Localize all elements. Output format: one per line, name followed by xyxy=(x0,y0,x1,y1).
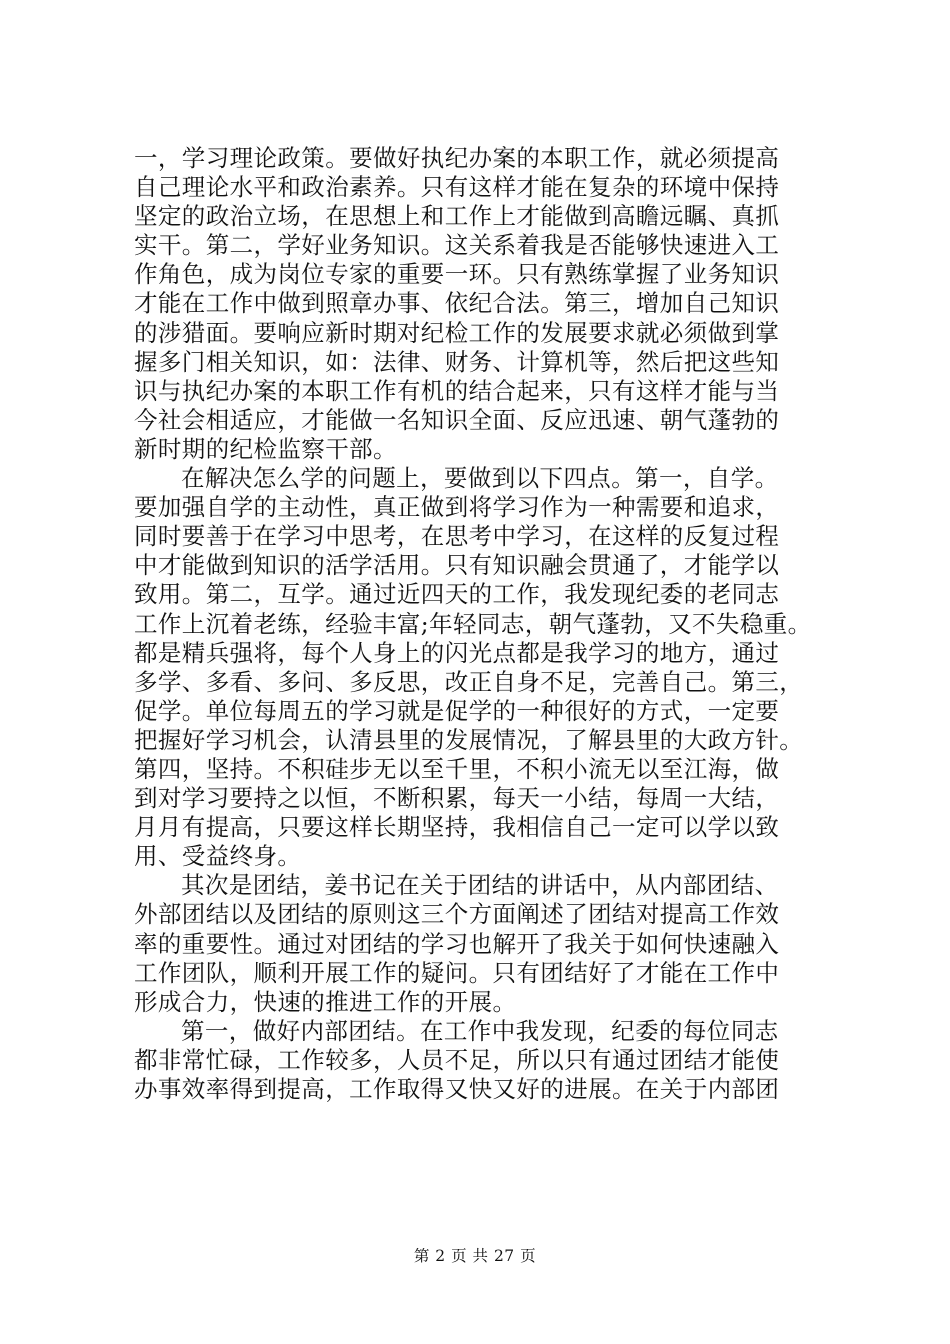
text-line: 到对学习要持之以恒，不断积累，每天一小结，每周一大结， xyxy=(134,784,780,813)
text-line: 在解决怎么学的问题上，要做到以下四点。第一，自学。 xyxy=(181,464,779,493)
text-line: 一，学习理论政策。要做好执纪办案的本职工作，就必须提高 xyxy=(134,144,780,172)
text-line: 识与执纪办案的本职工作有机的结合起来，只有这样才能与当 xyxy=(134,376,780,405)
text-line: 都非常忙碌，工作较多，人员不足，所以只有通过团结才能使 xyxy=(134,1045,780,1074)
text-line: 月月有提高，只要这样长期坚持，我相信自己一定可以学以致 xyxy=(134,813,780,842)
text-line: 自己理论水平和政治素养。只有这样才能在复杂的环境中保持 xyxy=(134,173,780,202)
text-line: 第四，坚持。不积硅步无以至千里，不积小流无以至江海，做 xyxy=(134,754,780,783)
text-line: 工作上沉着老练，经验丰富;年轻同志，朝气蓬勃，又不失稳重。 xyxy=(134,609,812,638)
text-line: 把握好学习机会，认清县里的发展情况，了解县里的大政方针。 xyxy=(134,725,804,754)
document-body xyxy=(134,144,834,1104)
text-line: 新时期的纪检监察干部。 xyxy=(134,434,397,463)
text-line: 致用。第二，互学。通过近四天的工作，我发现纪委的老同志 xyxy=(134,580,780,609)
text-line: 坚定的政治立场，在思想上和工作上才能做到高瞻远瞩、真抓 xyxy=(134,202,780,231)
text-line: 促学。单位每周五的学习就是促学的一种很好的方式，一定要 xyxy=(134,696,780,725)
text-line: 率的重要性。通过对团结的学习也解开了我关于如何快速融入 xyxy=(134,929,780,958)
text-line: 其次是团结，姜书记在关于团结的讲话中，从内部团结、 xyxy=(181,871,779,900)
text-line: 都是精兵强将，每个人身上的闪光点都是我学习的地方，通过 xyxy=(134,638,780,667)
text-line: 办事效率得到提高，工作取得又快又好的进展。在关于内部团 xyxy=(134,1075,780,1103)
text-line: 多学、多看、多问、多反思，改正自身不足，完善自己。第三， xyxy=(134,667,804,696)
text-line: 要加强自学的主动性，真正做到将学习作为一种需要和追求， xyxy=(134,493,780,522)
text-line: 握多门相关知识，如：法律、财务、计算机等，然后把这些知 xyxy=(134,347,780,376)
text-line: 才能在工作中做到照章办事、依纪合法。第三，增加自己知识 xyxy=(134,289,780,318)
text-line: 工作团队，顺利开展工作的疑问。只有团结好了才能在工作中 xyxy=(134,958,780,987)
text-line: 中才能做到知识的活学活用。只有知识融会贯通了，才能学以 xyxy=(134,551,780,580)
text-line: 第一，做好内部团结。在工作中我发现，纪委的每位同志 xyxy=(181,1016,779,1045)
text-line: 今社会相适应，才能做一名知识全面、反应迅速、朝气蓬勃的 xyxy=(134,405,780,434)
text-line: 形成合力，快速的推进工作的开展。 xyxy=(134,987,517,1016)
page-footer: 第 2 页 共 27 页 xyxy=(413,1247,537,1265)
text-line: 用、受益终身。 xyxy=(134,842,302,871)
text-line: 实干。第二，学好业务知识。这关系着我是否能够快速进入工 xyxy=(134,231,780,260)
text-line: 作角色，成为岗位专家的重要一环。只有熟练掌握了业务知识 xyxy=(134,260,780,289)
text-line: 同时要善于在学习中思考，在思考中学习，在这样的反复过程 xyxy=(134,522,780,551)
text-line: 的涉猎面。要响应新时期对纪检工作的发展要求就必须做到掌 xyxy=(134,318,780,347)
text-line: 外部团结以及团结的原则这三个方面阐述了团结对提高工作效 xyxy=(134,900,780,929)
